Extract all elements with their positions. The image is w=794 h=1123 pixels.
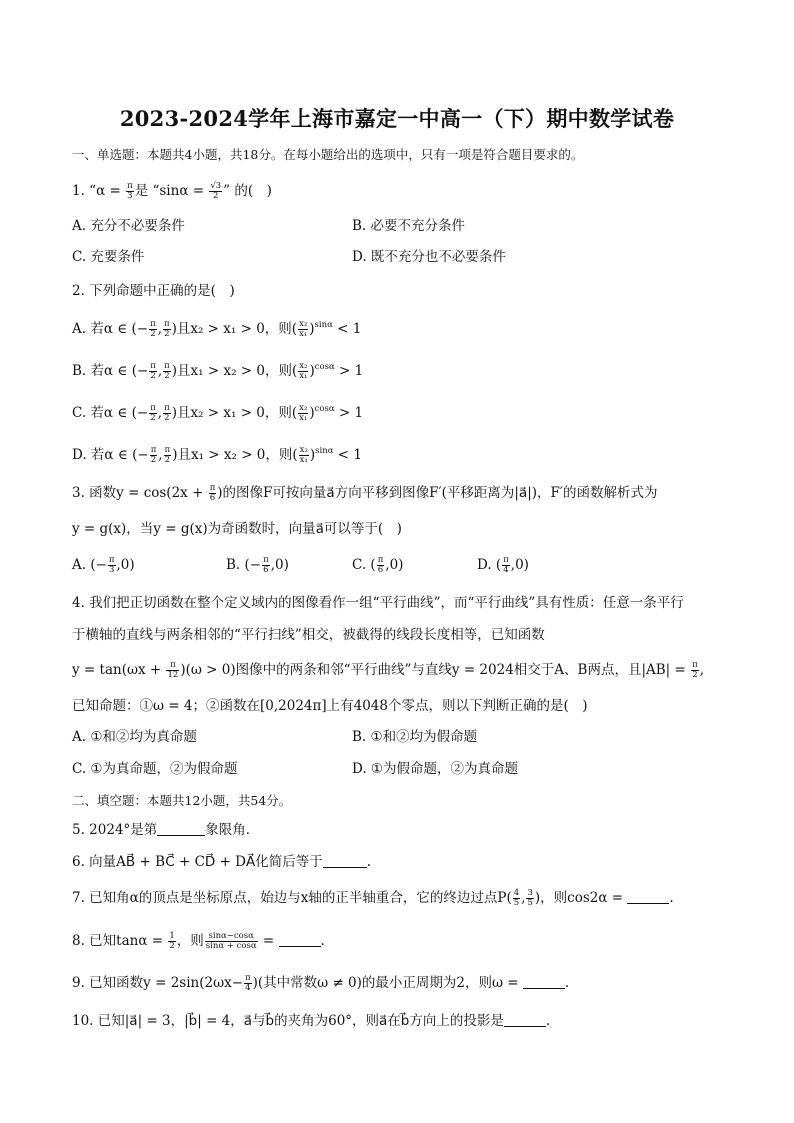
q4-option-c[interactable]: C. ①为真命题，②为假命题 [72,761,238,777]
question-3-line-2: y = g(x)，当y = g(x)为奇函数时，向量a⃗可以等于( ) [72,521,402,537]
question-2: 2. 下列命题中正确的是( ) [72,283,235,299]
question-4-line-3: y = tan(ωx + $\frac{\pi}{12}$ )(ω > 0)图像中的两条和邻“平行曲线”与直线y = 2024相交于A、B两点，且|AB| = $\frac{\pi}{2}$ , [72,660,705,680]
q1-option-b[interactable]: B. 必要不充分条件 [352,218,466,234]
question-4-line-1: 4. 我们把正切函数在整个定义域内的图像看作一组“平行曲线”，而“平行曲线”具有性质：任意一条平行 [72,595,684,611]
q4-option-a[interactable]: A. ①和②均为真命题 [72,729,197,745]
q1-option-c[interactable]: C. 充要条件 [72,249,145,265]
fraction: $\frac{√3}{2}$ [210,181,222,201]
question-3-line-1: 3. 函数y = cos(2x + $\frac{\pi}{6}$ )的图像F可按向量a⃗方向平移到图像F′(平移距离为|a⃗|)，F′的函数解析式为 [72,483,658,503]
section-1-heading: 一、单选题：本题共4小题，共18分。在每小题给出的选项中，只有一项是符合题目要求的。 [72,147,584,162]
question-7: 7. 已知角α的顶点是坐标原点，始边与x轴的正半轴重合，它的终边过点P( $\frac{4}{5}$ , $\frac{3}{5}$ )，则cos2α = . [72,888,674,908]
q1-option-d[interactable]: D. 既不充分也不必要条件 [352,249,506,265]
q3-option-d[interactable]: D. ( $\frac{\pi}{4}$ ,0) [477,555,529,575]
answer-blank[interactable] [504,1013,546,1027]
answer-blank[interactable] [627,890,669,904]
q3-option-c[interactable]: C. ( $\frac{\pi}{6}$ ,0) [352,555,404,575]
fraction: $\frac{\pi}{3}$ [127,181,133,201]
question-10: 10. 已知|a⃗| = 3，|b⃗| = 4，a⃗与b⃗的夹角为60°，则a⃗在b⃗方向上的投影是 . [72,1013,551,1029]
q2-option-b[interactable]: B. 若α ∈ (− $\frac{\pi}{2}$ , $\frac{\pi}{2}$ )且x₁ > x₂ > 0，则( $\frac{\text{x₂}}{\text{x₁}}$ )$^{cos\alpha}$ > 1 [72,361,364,381]
page-title: 2023-2024学年上海市嘉定一中高一（下）期中数学试卷 [119,106,675,131]
question-1: 1. “α = $\frac{\pi}{3}$ 是 “sinα = $\frac{√3}{2}$ ” 的( ) [72,181,272,201]
question-5: 5. 2024°是第 象限角． [72,822,260,838]
section-2-heading: 二、填空题：本题共12小题，共54分。 [72,793,292,808]
answer-blank[interactable] [323,854,367,868]
answer-blank[interactable] [157,822,205,836]
q4-option-b[interactable]: B. ①和②均为假命题 [352,729,478,745]
question-4-line-2: 于横轴的直线与两条相邻的“平行扫线”相交，被截得的线段长度相等，已知函数 [72,627,545,643]
answer-blank[interactable] [523,975,565,989]
q3-option-b[interactable]: B. (− $\frac{\pi}{6}$ ,0) [226,555,289,575]
q2-option-d[interactable]: D. 若α ∈ (− $\frac{\pi}{2}$ , $\frac{\pi}{2}$ )且x₁ > x₂ > 0，则( $\frac{\text{x₂}}{\text{x₁}}$ )$^{sin\alpha}$ < 1 [72,445,362,465]
question-9: 9. 已知函数y = 2sin(2ωx− $\frac{\pi}{4}$ )(其中常数ω ≠ 0)的最小正周期为2，则ω = . [72,973,570,993]
question-8: 8. 已知tanα = $\frac{1}{2}$ ，则 $\frac{\sin\alpha-\cos\alpha}{\sin\alpha + \cos\alpha}$ = . [72,931,325,951]
answer-blank[interactable] [279,933,321,947]
q3-option-a[interactable]: A. (− $\frac{\pi}{3}$ ,0) [72,555,135,575]
question-4-line-4: 已知命题：①ω = 4；②函数在[0,2024π]上有4048个零点，则以下判断正确的是( ) [72,698,588,714]
q2-option-c[interactable]: C. 若α ∈ (− $\frac{\pi}{2}$ , $\frac{\pi}{2}$ )且x₂ > x₁ > 0，则( $\frac{\text{x₂}}{\text{x₁}}$ )$^{cos\alpha}$ > 1 [72,403,364,423]
q4-option-d[interactable]: D. ①为假命题，②为真命题 [352,761,519,777]
q1-option-a[interactable]: A. 充分不必要条件 [72,218,185,234]
question-6: 6. 向量AB⃗ + BC⃗ + CD⃗ + DA⃗化简后等于 . [72,854,372,870]
q2-option-a[interactable]: A. 若α ∈ (− $\frac{\pi}{2}$ , $\frac{\pi}{2}$ )且x₂ > x₁ > 0，则( $\frac{\text{x₂}}{\text{x₁}}$ )$^{sin\alpha}$ < 1 [72,319,362,339]
